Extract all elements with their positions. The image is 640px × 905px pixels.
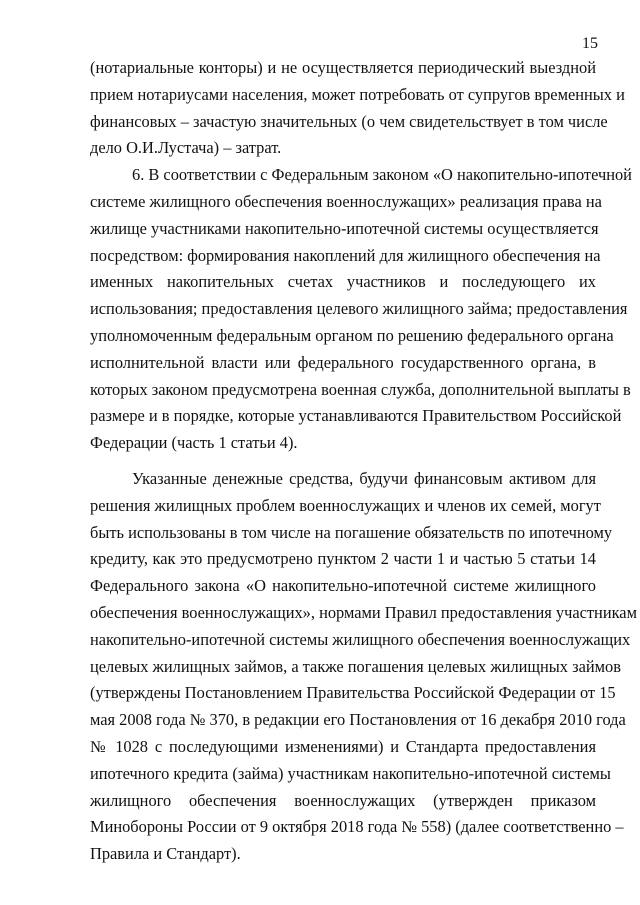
text-line: Минобороны России от 9 октября 2018 года № 558) (далее соответственно – (90, 817, 624, 837)
text-line: размере и в порядке, которые устанавливаются Правительством Российской (90, 406, 622, 426)
text-line: уполномоченным федеральным органом по решению федерального органа (90, 325, 614, 345)
document-body (90, 55, 637, 868)
paragraph-item-6 (90, 162, 632, 457)
page-number: 15 (582, 35, 598, 52)
text-line: (утверждены Постановлением Правительства Российской Федерации от 15 (90, 683, 616, 703)
text-line: жилищного обеспечения военнослужащих (утвержден приказом (90, 790, 596, 810)
text-line: которых законом предусмотрена военная служба, дополнительной выплаты в (90, 379, 631, 399)
text-line: использования; предоставления целевого жилищного займа; предоставления (90, 299, 628, 319)
text-line: Федерального закона «О накопительно-ипотечной системе жилищного (90, 576, 596, 596)
text-line: быть использованы в том числе на погашение обязательств по ипотечному (90, 522, 613, 542)
text-line: мая 2008 года № 370, в редакции его Постановления от 16 декабря 2010 года (90, 710, 626, 730)
text-line: финансовых – зачастую значительных (о чем свидетельствует в том числе (90, 111, 608, 131)
text-line: ипотечного кредита (займа) участникам накопительно-ипотечной системы (90, 763, 611, 783)
text-line: № 1028 с последующими изменениями) и Стандарта предоставления (90, 736, 596, 756)
text-line: дело О.И.Лустача) – затрат. (90, 138, 282, 158)
text-line: системе жилищного обеспечения военнослужащих» реализация права на (90, 191, 602, 211)
paragraph-funds (90, 466, 637, 868)
text-line: Правила и Стандарт). (90, 844, 241, 864)
text-line: жилище участниками накопительно-ипотечной системы осуществляется (90, 218, 599, 238)
text-line: именных накопительных счетах участников и последующего их (90, 272, 596, 292)
text-line: обеспечения военнослужащих», нормами Правил предоставления участникам (90, 602, 637, 622)
text-line: целевых жилищных займов, а также погашения целевых жилищных займов (90, 656, 621, 676)
text-line: (нотариальные конторы) и не осуществляется периодический выездной (90, 58, 596, 77)
text-line: посредством: формирования накоплений для жилищного обеспечения на (90, 245, 601, 265)
text-line: 6. В соответствии с Федеральным законом «О накопительно-ипотечной (132, 165, 632, 185)
text-line: прием нотариусами населения, может потребовать от супругов временных и (90, 84, 625, 104)
text-line: Федерации (часть 1 статьи 4). (90, 433, 298, 453)
text-line: накопительно-ипотечной системы жилищного обеспечения военнослужащих (90, 629, 631, 649)
text-line: решения жилищных проблем военнослужащих и членов их семей, могут (90, 495, 601, 515)
paragraph-continuation (90, 55, 625, 162)
text-line: Указанные денежные средства, будучи финансовым активом для (132, 468, 596, 488)
text-line: кредиту, как это предусмотрено пунктом 2 части 1 и частью 5 статьи 14 (90, 549, 596, 569)
text-line: исполнительной власти или федерального государственного органа, в (90, 352, 596, 372)
